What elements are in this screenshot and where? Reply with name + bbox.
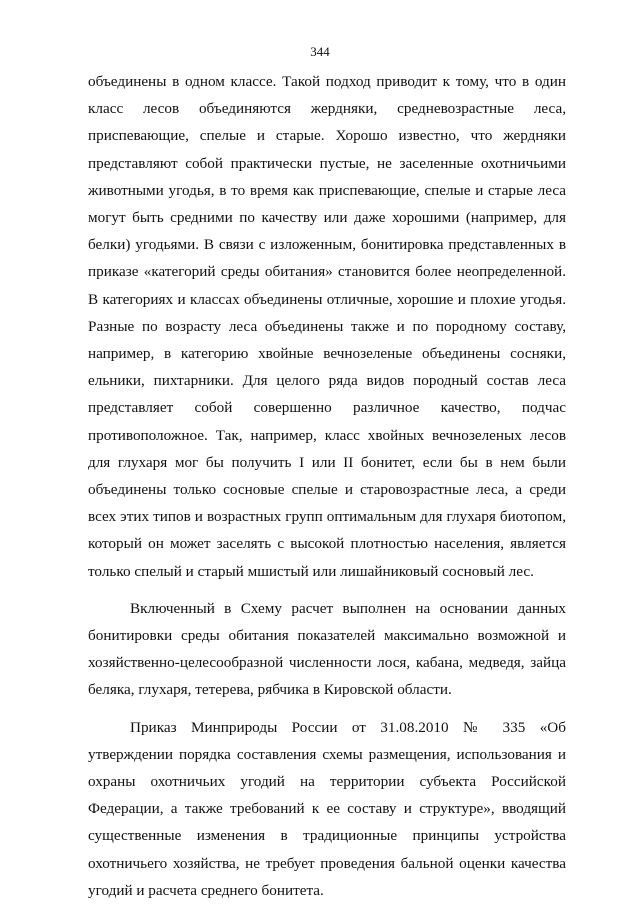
paragraph-ministry-order: Приказ Минприроды России от 31.08.2010 № 335 «Об утверждении порядка составления схемы размещения, использования и охраны охотничьих угодий на территории субъекта Российской Федерации, а также требований к ее составу и структуре», вводящий существенные изменения в традиционные принципы устройства охотничьего хозяйства, не требует проведения бальной оценки качества угодий и расчета среднего бонитета. [88,718,566,899]
body-text [88,68,566,904]
paragraph-scheme-calculation: Включенный в Схему расчет выполнен на основании данных бонитировки среды обитания показателей максимально возможной и хозяйственно-целесообразной численности лося, кабана, медведя, зайца беляка, глухаря, тетерева, рябчика в Кировской области. [88,599,566,699]
page-number: 344 [310,44,330,59]
paragraph-continuation: объединены в одном классе. Такой подход приводит к тому, что в один класс лесов объединяются жердняки, средневозрастные леса, приспевающие, спелые и старые. Хорошо известно, что жердняки представляют собой практически пустые, не заселенные охотничьими животными угодья, в то время как приспевающие, спелые и старые леса могут быть средними по качеству или даже хорошими (например, для белки) угодьями. В связи с изложенным, бонитировка представленных в приказе «категорий среды обитания» становится более неопределенной. В категориях и классах объединены отличные, хорошие и плохие угодья. Разные по возрасту леса объединены также и по породному составу, например, в категорию хвойные вечнозеленые объединены сосняки, ельники, пихтарники. Для целого ряда видов породный состав леса представляет собой совершенно различное качество, подчас противоположное. Так, например, класс хвойных вечнозеленых лесов для глухаря мог бы получить I или II бонитет, если бы в нем были объединены только сосновые спелые и старовозрастные леса, а среди всех этих типов и возрастных групп оптимальным для глухаря биотопом, который он может заселять с высокой плотностью населения, является только спелый и старый мшистый или лишайниковый сосновый лес. [88,73,566,580]
